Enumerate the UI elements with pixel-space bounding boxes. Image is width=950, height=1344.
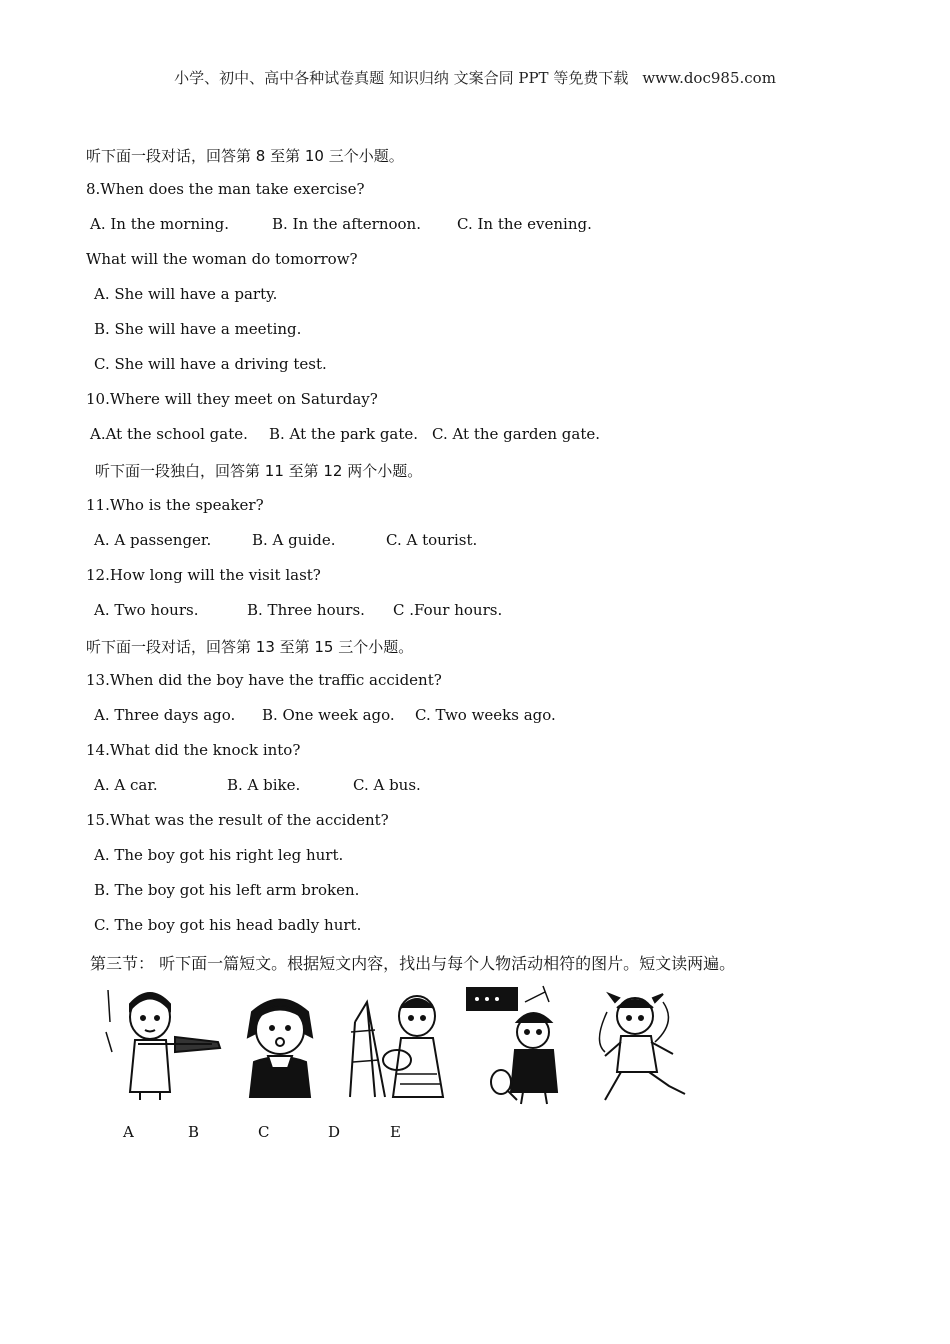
question-10: 10.Where will they meet on Saturday? [86, 390, 378, 408]
option-b: B. Three hours. [247, 601, 365, 619]
question-12: 12.How long will the visit last? [86, 566, 321, 584]
eating-child-illustration [230, 982, 340, 1102]
header-site: www.doc985.com [642, 69, 776, 87]
option-c: C. At the garden gate. [432, 425, 601, 443]
question-9: What will the woman do tomorrow? [86, 250, 358, 268]
option-c: C. In the evening. [457, 215, 592, 233]
option-a: A. A passenger. [94, 531, 212, 549]
question-9-option-b: B. She will have a meeting. [94, 320, 302, 338]
question-12-options [94, 601, 502, 619]
option-a: A. Three days ago. [94, 706, 236, 724]
label-c: C [258, 1123, 270, 1141]
label-d: D [328, 1123, 341, 1141]
option-c: C. Two weeks ago. [415, 706, 556, 724]
tennis-player-illustration [465, 982, 575, 1107]
question-11: 11.Who is the speaker? [86, 496, 264, 514]
option-b: B. At the park gate. [269, 425, 419, 443]
running-girl-illustration [585, 982, 695, 1107]
option-a: A. A car. [94, 776, 158, 794]
question-8: 8.When does the man take exercise? [86, 180, 365, 198]
label-a: A [123, 1123, 134, 1141]
section-instruction-4: 第三节： 听下面一篇短文。根据短文内容，找出与每个人物活动相符的图片。短文读两遍。 [90, 954, 736, 973]
question-14-options [94, 776, 421, 794]
page-header [0, 67, 950, 88]
picture-row [100, 982, 700, 1107]
painting-girl-illustration [345, 982, 455, 1102]
question-11-options [94, 531, 477, 549]
question-9-option-a: A. She will have a party. [94, 285, 278, 303]
question-9-option-c: C. She will have a driving test. [94, 355, 327, 373]
option-a: A. In the morning. [90, 215, 229, 233]
question-15-option-c: C. The boy got his head badly hurt. [94, 916, 362, 934]
question-10-options [90, 425, 600, 443]
question-15: 15.What was the result of the accident? [86, 811, 389, 829]
option-a: A. Two hours. [94, 601, 199, 619]
section-instruction-1: 听下面一段对话，回答第 8 至第 10 三个小题。 [86, 147, 404, 165]
question-15-option-a: A. The boy got his right leg hurt. [94, 846, 344, 864]
option-c: C. A bus. [353, 776, 421, 794]
option-b: B. A guide. [252, 531, 336, 549]
question-8-options [90, 215, 592, 233]
question-14: 14.What did the knock into? [86, 741, 301, 759]
label-b: B [188, 1123, 200, 1141]
option-c: C. A tourist. [386, 531, 478, 549]
label-e: E [390, 1123, 401, 1141]
violin-girl-illustration [100, 982, 230, 1102]
option-b: B. In the afternoon. [272, 215, 421, 233]
option-b: B. A bike. [227, 776, 301, 794]
section-instruction-2: 听下面一段独白，回答第 11 至第 12 两个小题。 [95, 462, 423, 480]
option-c: C .Four hours. [393, 601, 503, 619]
question-13: 13.When did the boy have the traffic accident? [86, 671, 442, 689]
header-text: 小学、初中、高中各种试卷真题 知识归纳 文案合同 PPT 等免费下载 [174, 69, 629, 87]
section-instruction-3: 听下面一段对话，回答第 13 至第 15 三个小题。 [86, 638, 414, 656]
question-15-option-b: B. The boy got his left arm broken. [94, 881, 360, 899]
option-a: A.At the school gate. [90, 425, 248, 443]
question-13-options [94, 706, 556, 724]
option-b: B. One week ago. [262, 706, 395, 724]
